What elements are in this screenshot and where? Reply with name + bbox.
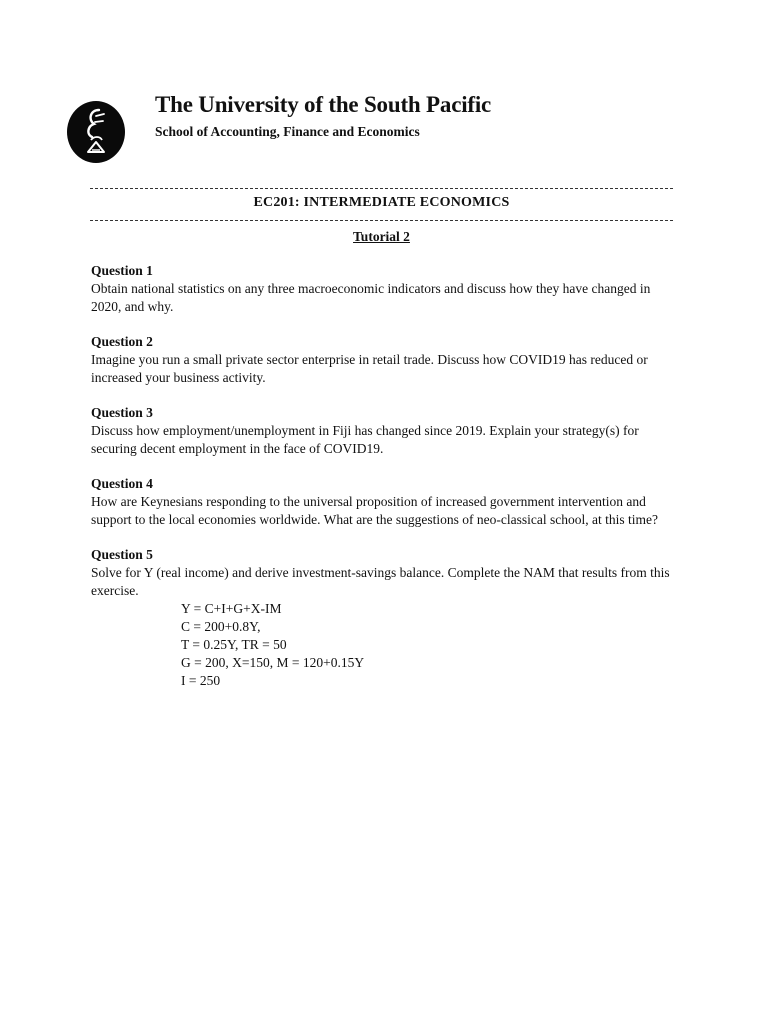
- equation-line: T = 0.25Y, TR = 50: [181, 637, 287, 652]
- question-4: [91, 475, 671, 529]
- equation-line: G = 200, X=150, M = 120+0.15Y: [181, 655, 365, 670]
- equation-line: C = 200+0.8Y,: [181, 619, 261, 634]
- question-text: Solve for Y (real income) and derive investment-savings balance. Complete the NAM that results from this exercise.: [91, 565, 670, 598]
- course-title: EC201: INTERMEDIATE ECONOMICS: [253, 195, 510, 210]
- question-heading: Question 3: [91, 405, 153, 420]
- school-name: School of Accounting, Finance and Economics: [155, 124, 420, 139]
- question-text: Imagine you run a small private sector enterprise in retail trade. Discuss how COVID19 has reduced or increased your business activity.: [91, 352, 648, 385]
- equation-line: I = 250: [181, 673, 221, 688]
- question-heading: Question 5: [91, 547, 153, 562]
- equation-line: Y = C+I+G+X-IM: [181, 601, 282, 616]
- tutorial-label: Tutorial 2: [353, 229, 410, 244]
- tutorial-title: [90, 229, 673, 245]
- dashed-divider-bottom: [90, 220, 673, 221]
- question-text: How are Keynesians responding to the universal proposition of increased government intervention and support to the local economies worldwide. What are the suggestions of neo-classical school, at this time?: [91, 494, 658, 527]
- question-text: Discuss how employment/unemployment in Fiji has changed since 2019. Explain your strategy(s) for securing decent employment in the face of COVID19.: [91, 423, 639, 456]
- question-2: [91, 333, 671, 387]
- question-text: Obtain national statistics on any three macroeconomic indicators and discuss how they have changed in 2020, and why.: [91, 281, 651, 314]
- equation-block: [181, 600, 671, 690]
- question-5: [91, 546, 671, 690]
- question-heading: Question 4: [91, 476, 153, 491]
- question-heading: Question 2: [91, 334, 153, 349]
- dashed-divider-top: [90, 188, 673, 189]
- questions-list: [91, 262, 671, 707]
- university-name: The University of the South Pacific: [155, 92, 492, 117]
- question-3: [91, 404, 671, 458]
- question-heading: Question 1: [91, 263, 153, 278]
- question-1: [91, 262, 671, 316]
- usp-crest-icon: [66, 100, 126, 164]
